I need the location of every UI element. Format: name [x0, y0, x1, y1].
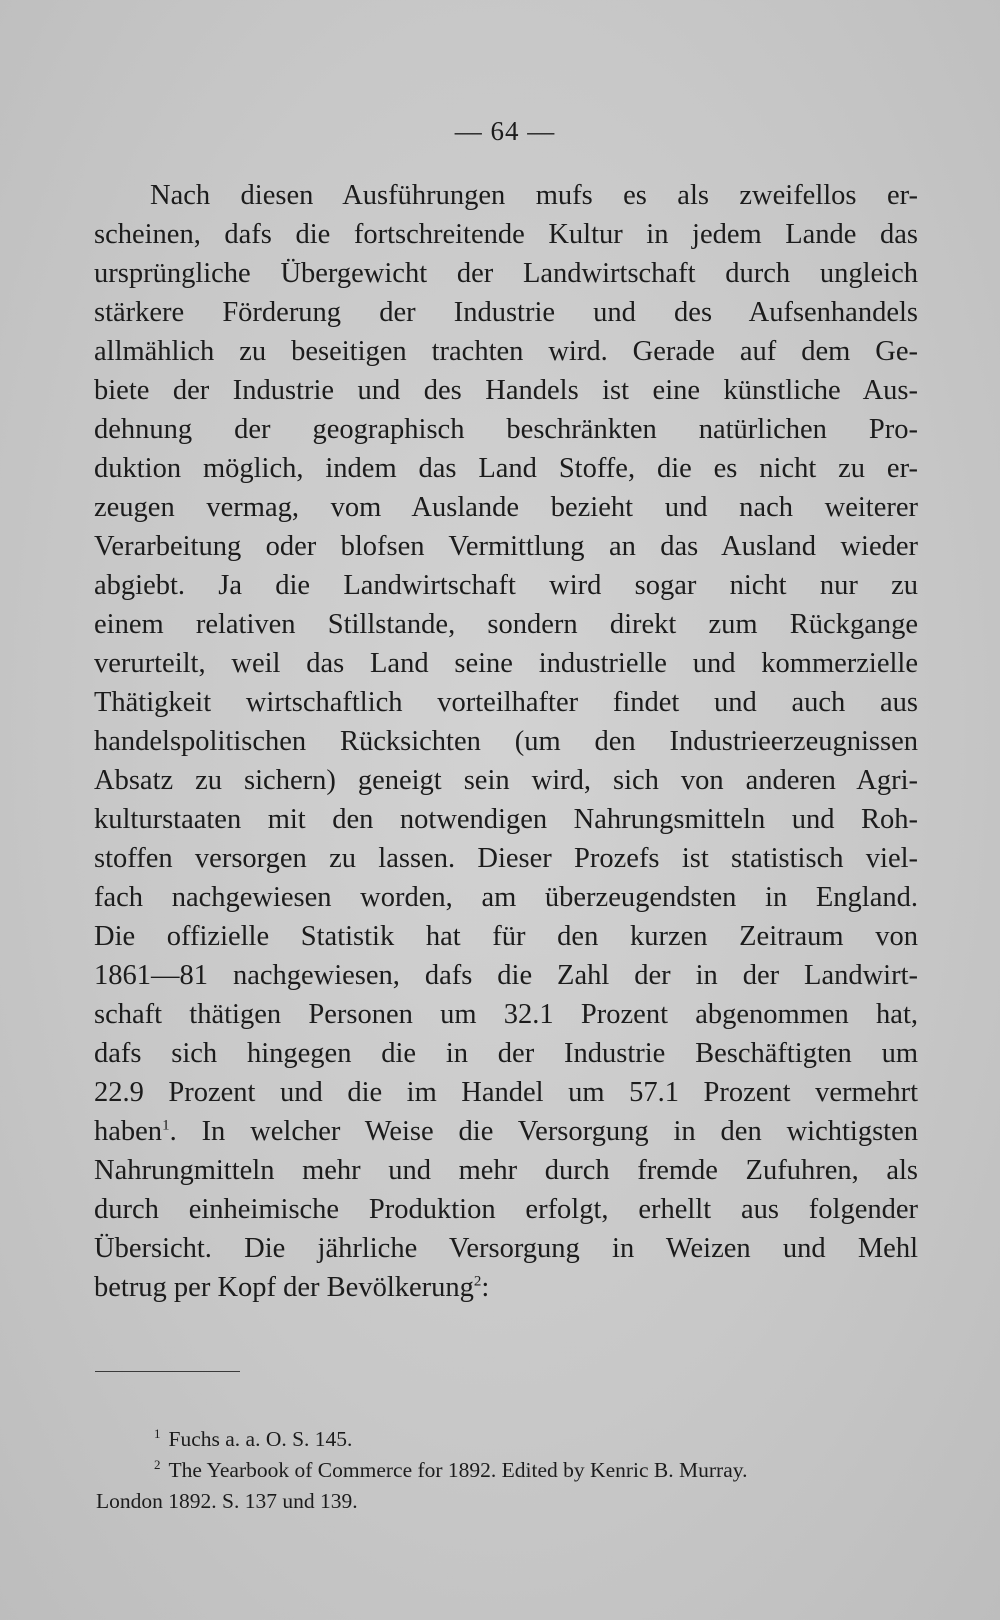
text-line: dafs sich hingegen die in der Industrie Beschäftigten um — [94, 1038, 918, 1069]
text-line: verurteilt, weil das Land seine industrielle und kommerzielle — [94, 648, 918, 679]
footnote-reference-2: 2 — [473, 1273, 482, 1290]
text-line: einem relativen Stillstande, sondern direkt zum Rückgange — [94, 609, 918, 640]
text-line — [94, 1268, 918, 1307]
text-line: Absatz zu sichern) geneigt sein wird, sich von anderen Agri- — [94, 765, 918, 796]
footnote-mark: 1 — [154, 1425, 161, 1441]
text-line: allmählich zu beseitigen trachten wird. Gerade auf dem Ge- — [94, 336, 918, 367]
main-paragraph — [94, 176, 918, 1307]
footnote-2-continuation: London 1892. S. 137 und 139. — [96, 1489, 358, 1513]
text-line: biete der Industrie und des Handels ist eine künstliche Aus- — [94, 375, 918, 406]
text-line: ursprüngliche Übergewicht der Landwirtschaft durch ungleich — [94, 258, 918, 289]
text-fragment: . In welcher Weise die Versorgung in den wichtigsten — [169, 1116, 918, 1147]
text-line: kulturstaaten mit den notwendigen Nahrungsmitteln und Roh- — [94, 804, 918, 835]
footnotes — [96, 1424, 926, 1517]
page-number: — 64 — — [454, 116, 556, 146]
text-line: Thätigkeit wirtschaftlich vorteilhafter findet und auch aus — [94, 687, 918, 718]
text-line: zeugen vermag, vom Auslande bezieht und nach weiterer — [94, 492, 918, 523]
text-line: handelspolitischen Rücksichten (um den Industrieerzeugnissen — [94, 726, 918, 757]
text-line: scheinen, dafs die fortschreitende Kultur in jedem Lande das — [94, 219, 918, 250]
text-line: Übersicht. Die jährliche Versorgung in Weizen und Mehl — [94, 1233, 918, 1264]
text-line: durch einheimische Produktion erfolgt, erhellt aus folgender — [94, 1194, 918, 1225]
text-line: duktion möglich, indem das Land Stoffe, die es nicht zu er- — [94, 453, 918, 484]
footnote-1 — [96, 1424, 926, 1455]
text-line: 22.9 Prozent und die im Handel um 57.1 Prozent vermehrt — [94, 1077, 918, 1108]
text-line: Verarbeitung oder blofsen Vermittlung an das Ausland wieder — [94, 531, 918, 562]
text-line — [94, 1112, 918, 1151]
text-line: stoffen versorgen zu lassen. Dieser Prozefs ist statistisch viel- — [94, 843, 918, 874]
footnote-mark: 2 — [154, 1456, 161, 1472]
text-line: fach nachgewiesen worden, am überzeugendsten in England. — [94, 882, 918, 913]
text-line: Die offizielle Statistik hat für den kurzen Zeitraum von — [94, 921, 918, 952]
footnote-divider — [95, 1371, 240, 1372]
text-line: Nach diesen Ausführungen mufs es als zweifellos er- — [150, 180, 918, 211]
footnote-reference-1: 1 — [162, 1117, 170, 1134]
text-line: dehnung der geographisch beschränkten natürlichen Pro- — [94, 414, 918, 445]
text-fragment: betrug per Kopf der Bevölkerung — [94, 1272, 474, 1303]
text-line: schaft thätigen Personen um 32.1 Prozent abgenommen hat, — [94, 999, 918, 1030]
footnote-2 — [96, 1455, 926, 1486]
text-fragment: haben — [94, 1116, 163, 1147]
text-line: stärkere Förderung der Industrie und des Aufsenhandels — [94, 297, 918, 328]
text-line: abgiebt. Ja die Landwirtschaft wird sogar nicht nur zu — [94, 570, 918, 601]
text-line: 1861—81 nachgewiesen, dafs die Zahl der in der Landwirt- — [94, 960, 918, 991]
text-fragment: : — [481, 1272, 490, 1303]
text-line: Nahrungmitteln mehr und mehr durch fremde Zufuhren, als — [94, 1155, 918, 1186]
footnote-text: The Yearbook of Commerce for 1892. Edited by Kenric B. Murray. — [168, 1458, 748, 1482]
footnote-text: Fuchs a. a. O. S. 145. — [168, 1427, 353, 1451]
